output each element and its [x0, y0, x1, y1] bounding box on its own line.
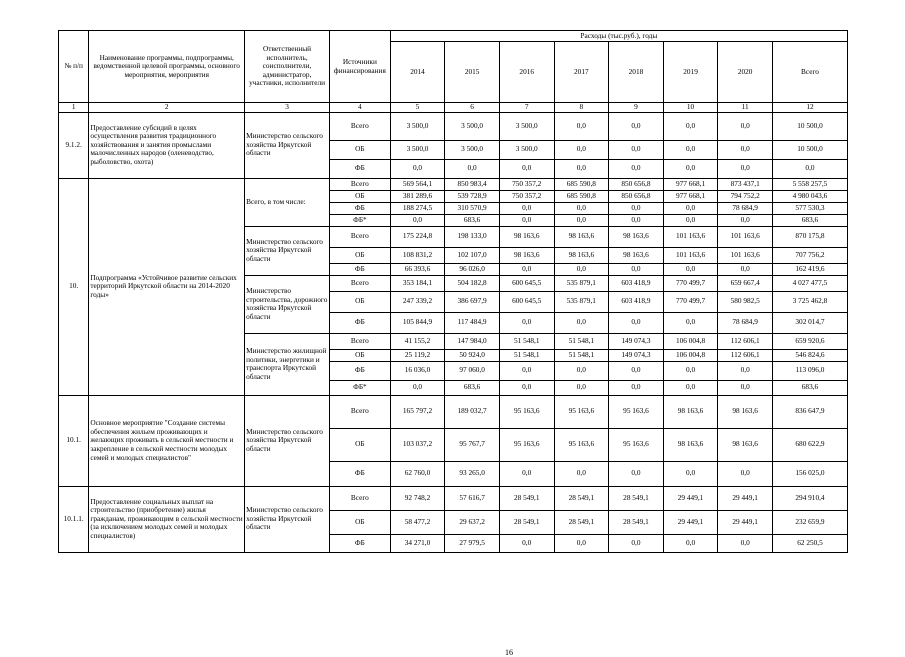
funding-source: ФБ	[330, 461, 391, 486]
expense-total: 232 659,9	[772, 510, 847, 534]
expense-value: 535 879,1	[554, 275, 609, 291]
expense-value: 106 004,8	[663, 349, 718, 361]
funding-source: ФБ*	[330, 380, 391, 395]
expense-value: 3 500,0	[499, 112, 554, 140]
column-number: 3	[245, 103, 330, 113]
expense-value: 535 879,1	[554, 291, 609, 312]
expense-value: 850 656,8	[609, 178, 664, 190]
table-body	[59, 112, 848, 552]
expense-total: 836 647,9	[772, 395, 847, 428]
expense-value: 0,0	[609, 159, 664, 178]
expense-value: 977 668,1	[663, 190, 718, 202]
expense-value: 28 549,1	[554, 510, 609, 534]
expense-value: 0,0	[499, 461, 554, 486]
expense-value: 34 271,0	[390, 534, 445, 552]
column-number: 11	[718, 103, 773, 113]
expense-value: 3 500,0	[445, 112, 500, 140]
expense-total: 10 500,0	[772, 112, 847, 140]
expense-total: 870 175,8	[772, 226, 847, 247]
column-number: 5	[390, 103, 445, 113]
expense-value: 0,0	[663, 140, 718, 159]
expense-value: 95 163,6	[499, 428, 554, 461]
expense-value: 27 979,5	[445, 534, 500, 552]
expense-value: 0,0	[609, 534, 664, 552]
header-num: № п/п	[59, 31, 89, 103]
expense-value: 873 437,1	[718, 178, 773, 190]
expense-value: 95 163,6	[554, 395, 609, 428]
funding-source: Всего	[330, 226, 391, 247]
funding-source: ОБ	[330, 291, 391, 312]
expense-value: 0,0	[499, 214, 554, 226]
expense-value: 97 060,0	[445, 361, 500, 380]
header-total: Всего	[772, 42, 847, 103]
expense-value: 98 163,6	[499, 247, 554, 263]
expense-value: 0,0	[499, 380, 554, 395]
expense-value: 28 549,1	[609, 486, 664, 510]
executor: Министерство строительства, дорожного хозяйства Иркутской области	[245, 275, 330, 333]
expense-value: 50 924,0	[445, 349, 500, 361]
expense-total: 62 250,5	[772, 534, 847, 552]
expense-value: 0,0	[390, 159, 445, 178]
expense-total: 4 980 043,6	[772, 190, 847, 202]
expense-value: 189 032,7	[445, 395, 500, 428]
expense-value: 685 590,8	[554, 178, 609, 190]
expense-total: 294 910,4	[772, 486, 847, 510]
expense-value: 504 182,8	[445, 275, 500, 291]
funding-source: Всего	[330, 178, 391, 190]
expense-value: 98 163,6	[499, 226, 554, 247]
expense-total: 113 096,0	[772, 361, 847, 380]
expense-value: 600 645,5	[499, 291, 554, 312]
expense-value: 117 484,9	[445, 312, 500, 333]
expense-value: 0,0	[554, 202, 609, 214]
funding-source: ФБ	[330, 159, 391, 178]
header-year: 2020	[718, 42, 773, 103]
expense-value: 175 224,8	[390, 226, 445, 247]
expense-value: 101 163,6	[718, 247, 773, 263]
expense-value: 0,0	[718, 461, 773, 486]
expense-value: 0,0	[609, 263, 664, 275]
expense-value: 101 163,6	[718, 226, 773, 247]
funding-source: ОБ	[330, 140, 391, 159]
expense-value: 95 163,6	[499, 395, 554, 428]
expense-value: 977 668,1	[663, 178, 718, 190]
expense-value: 0,0	[663, 263, 718, 275]
expense-total: 546 824,6	[772, 349, 847, 361]
expense-value: 0,0	[718, 534, 773, 552]
item-name: Предоставление социальных выплат на строительство (приобретение) жилья гражданам, проживающим в сельской местности (за исключением молодых семей и молодых специалистов)	[89, 486, 245, 552]
funding-source: Всего	[330, 395, 391, 428]
expense-total: 659 920,6	[772, 333, 847, 349]
expense-value: 0,0	[609, 380, 664, 395]
funding-source: ФБ	[330, 263, 391, 275]
page-number: 16	[505, 648, 513, 657]
expense-value: 539 728,9	[445, 190, 500, 202]
expense-value: 51 548,1	[499, 333, 554, 349]
expense-value: 0,0	[445, 159, 500, 178]
expense-value: 0,0	[718, 214, 773, 226]
expense-value: 29 449,1	[718, 510, 773, 534]
expense-total: 707 756,2	[772, 247, 847, 263]
expense-value: 683,6	[445, 380, 500, 395]
table-row	[59, 395, 848, 428]
expense-value: 0,0	[609, 214, 664, 226]
expense-value: 0,0	[609, 461, 664, 486]
expense-total: 3 725 462,8	[772, 291, 847, 312]
item-name: Основное мероприятие "Создание системы обеспечения жильем проживающих и желающих проживать в сельской местности и закрепление в сельской местности молодых семей и молодых специалистов"	[89, 395, 245, 486]
expense-value: 29 449,1	[718, 486, 773, 510]
expense-value: 108 831,2	[390, 247, 445, 263]
header-year: 2015	[445, 42, 500, 103]
expense-value: 0,0	[499, 202, 554, 214]
expense-total: 0,0	[772, 159, 847, 178]
expense-value: 105 844,9	[390, 312, 445, 333]
expense-value: 103 037,2	[390, 428, 445, 461]
funding-source: ОБ	[330, 510, 391, 534]
expense-value: 102 107,0	[445, 247, 500, 263]
expense-value: 51 548,1	[554, 349, 609, 361]
funding-source: ФБ	[330, 202, 391, 214]
expense-value: 3 500,0	[499, 140, 554, 159]
expense-value: 0,0	[554, 263, 609, 275]
header-expenses: Расходы (тыс.руб.), годы	[390, 31, 847, 42]
expense-value: 188 274,5	[390, 202, 445, 214]
column-number: 6	[445, 103, 500, 113]
expense-value: 0,0	[554, 361, 609, 380]
header-year: 2014	[390, 42, 445, 103]
expense-value: 770 499,7	[663, 275, 718, 291]
expense-value: 381 289,6	[390, 190, 445, 202]
funding-source: ОБ	[330, 428, 391, 461]
expense-total: 683,6	[772, 214, 847, 226]
column-number: 7	[499, 103, 554, 113]
budget-table	[58, 30, 848, 553]
expense-value: 58 477,2	[390, 510, 445, 534]
expense-value: 0,0	[554, 312, 609, 333]
expense-value: 95 163,6	[609, 428, 664, 461]
expense-value: 3 500,0	[390, 112, 445, 140]
expense-value: 0,0	[609, 361, 664, 380]
funding-source: ФБ	[330, 534, 391, 552]
expense-value: 0,0	[718, 361, 773, 380]
expense-value: 95 163,6	[554, 428, 609, 461]
expense-value: 0,0	[499, 263, 554, 275]
expense-value: 310 570,9	[445, 202, 500, 214]
item-number: 10.1.1.	[59, 486, 89, 552]
expense-value: 3 500,0	[445, 140, 500, 159]
expense-value: 0,0	[609, 140, 664, 159]
expense-value: 0,0	[663, 461, 718, 486]
column-number: 9	[609, 103, 664, 113]
expense-value: 57 616,7	[445, 486, 500, 510]
expense-value: 0,0	[663, 159, 718, 178]
expense-total: 10 500,0	[772, 140, 847, 159]
column-number: 10	[663, 103, 718, 113]
expense-value: 0,0	[390, 380, 445, 395]
expense-value: 0,0	[718, 159, 773, 178]
funding-source: ФБ*	[330, 214, 391, 226]
expense-value: 29 449,1	[663, 486, 718, 510]
table-row	[59, 112, 848, 140]
expense-value: 0,0	[663, 361, 718, 380]
item-number: 9.1.2.	[59, 112, 89, 178]
expense-value: 850 983,4	[445, 178, 500, 190]
executor: Министерство сельского хозяйства Иркутской области	[245, 486, 330, 552]
expense-value: 603 418,9	[609, 275, 664, 291]
expense-value: 98 163,6	[609, 247, 664, 263]
funding-source: Всего	[330, 486, 391, 510]
expense-value: 51 548,1	[499, 349, 554, 361]
expense-value: 95 767,7	[445, 428, 500, 461]
expense-value: 98 163,6	[718, 428, 773, 461]
expense-value: 28 549,1	[499, 510, 554, 534]
executor: Всего, в том числе:	[245, 178, 330, 226]
expense-value: 247 339,2	[390, 291, 445, 312]
expense-value: 569 564,1	[390, 178, 445, 190]
expense-value: 96 026,0	[445, 263, 500, 275]
expense-value: 0,0	[663, 214, 718, 226]
expense-value: 386 697,9	[445, 291, 500, 312]
expense-value: 28 549,1	[499, 486, 554, 510]
funding-source: ОБ	[330, 349, 391, 361]
item-name: Предоставление субсидий в целях осуществления развития традиционного хозяйствования и занятия промыслами малочисленных народов (оленеводство, рыболовство, охота)	[89, 112, 245, 178]
expense-value: 62 760,0	[390, 461, 445, 486]
expense-value: 165 797,2	[390, 395, 445, 428]
expense-value: 147 984,0	[445, 333, 500, 349]
expense-value: 149 074,3	[609, 333, 664, 349]
expense-value: 0,0	[554, 461, 609, 486]
executor: Министерство сельского хозяйства Иркутской области	[245, 112, 330, 178]
column-number: 12	[772, 103, 847, 113]
expense-value: 29 449,1	[663, 510, 718, 534]
expense-value: 0,0	[663, 112, 718, 140]
expense-total: 302 014,7	[772, 312, 847, 333]
expense-value: 603 418,9	[609, 291, 664, 312]
expense-value: 580 982,5	[718, 291, 773, 312]
expense-value: 353 184,1	[390, 275, 445, 291]
expense-value: 98 163,6	[554, 247, 609, 263]
header-year: 2018	[609, 42, 664, 103]
expense-value: 0,0	[663, 534, 718, 552]
expense-value: 0,0	[499, 312, 554, 333]
column-number: 2	[89, 103, 245, 113]
expense-value: 29 637,2	[445, 510, 500, 534]
header-source: Источники финансирования	[330, 31, 391, 103]
table-row	[59, 486, 848, 510]
executor: Министерство сельского хозяйства Иркутской области	[245, 226, 330, 275]
funding-source: Всего	[330, 333, 391, 349]
expense-value: 3 500,0	[390, 140, 445, 159]
funding-source: Всего	[330, 112, 391, 140]
expense-value: 0,0	[609, 312, 664, 333]
executor: Министерство жилищной политики, энергетики и транспорта Иркутской области	[245, 333, 330, 395]
expense-value: 750 357,2	[499, 190, 554, 202]
expense-value: 0,0	[718, 112, 773, 140]
expense-value: 0,0	[718, 380, 773, 395]
expense-value: 95 163,6	[609, 395, 664, 428]
expense-value: 0,0	[499, 361, 554, 380]
funding-source: ФБ	[330, 312, 391, 333]
expense-value: 0,0	[663, 380, 718, 395]
table-row	[59, 178, 848, 190]
expense-value: 0,0	[554, 380, 609, 395]
item-number: 10.	[59, 178, 89, 395]
expense-total: 5 558 257,5	[772, 178, 847, 190]
funding-source: ФБ	[330, 361, 391, 380]
expense-value: 92 748,2	[390, 486, 445, 510]
expense-value: 0,0	[718, 263, 773, 275]
expense-value: 98 163,6	[718, 395, 773, 428]
column-number-row	[59, 103, 848, 113]
expense-value: 98 163,6	[663, 395, 718, 428]
expense-value: 0,0	[663, 312, 718, 333]
expense-value: 0,0	[609, 112, 664, 140]
expense-value: 770 499,7	[663, 291, 718, 312]
expense-value: 41 155,2	[390, 333, 445, 349]
expense-value: 0,0	[499, 534, 554, 552]
expense-value: 683,6	[445, 214, 500, 226]
expense-value: 28 549,1	[554, 486, 609, 510]
expense-value: 16 036,0	[390, 361, 445, 380]
expense-value: 93 265,0	[445, 461, 500, 486]
item-name: Подпрограмма «Устойчивое развитие сельских территорий Иркутской области на 2014-2020 годы»	[89, 178, 245, 395]
expense-total: 4 027 477,5	[772, 275, 847, 291]
expense-value: 101 163,6	[663, 226, 718, 247]
funding-source: ОБ	[330, 247, 391, 263]
header-name: Наименование программы, подпрограммы, ведомственной целевой программы, основного мероприятия, мероприятия	[89, 31, 245, 103]
header-year: 2019	[663, 42, 718, 103]
expense-value: 98 163,6	[663, 428, 718, 461]
expense-value: 98 163,6	[609, 226, 664, 247]
column-number: 1	[59, 103, 89, 113]
expense-value: 0,0	[554, 214, 609, 226]
column-number: 8	[554, 103, 609, 113]
funding-source: ОБ	[330, 190, 391, 202]
expense-total: 162 419,6	[772, 263, 847, 275]
expense-total: 577 530,3	[772, 202, 847, 214]
expense-value: 0,0	[718, 140, 773, 159]
expense-value: 659 667,4	[718, 275, 773, 291]
expense-value: 600 645,5	[499, 275, 554, 291]
expense-value: 149 074,3	[609, 349, 664, 361]
expense-value: 66 393,6	[390, 263, 445, 275]
expense-value: 750 357,2	[499, 178, 554, 190]
expense-value: 0,0	[554, 112, 609, 140]
expense-value: 112 606,1	[718, 333, 773, 349]
expense-value: 98 163,6	[554, 226, 609, 247]
expense-total: 156 025,0	[772, 461, 847, 486]
funding-source: Всего	[330, 275, 391, 291]
expense-value: 78 684,9	[718, 202, 773, 214]
column-number: 4	[330, 103, 391, 113]
expense-value: 101 163,6	[663, 247, 718, 263]
item-number: 10.1.	[59, 395, 89, 486]
expense-value: 0,0	[663, 202, 718, 214]
header-year: 2016	[499, 42, 554, 103]
expense-value: 106 004,8	[663, 333, 718, 349]
expense-value: 28 549,1	[609, 510, 664, 534]
header-executor: Ответственный исполнитель, соисполнители, администратор, участники, исполнители	[245, 31, 330, 103]
executor: Министерство сельского хозяйства Иркутской области	[245, 395, 330, 486]
header-year: 2017	[554, 42, 609, 103]
expense-value: 0,0	[499, 159, 554, 178]
expense-total: 683,6	[772, 380, 847, 395]
expense-value: 850 656,8	[609, 190, 664, 202]
header-row	[59, 31, 848, 42]
expense-value: 198 133,0	[445, 226, 500, 247]
expense-value: 25 119,2	[390, 349, 445, 361]
document-page	[58, 30, 848, 657]
expense-value: 0,0	[609, 202, 664, 214]
expense-value: 112 606,1	[718, 349, 773, 361]
expense-value: 685 590,8	[554, 190, 609, 202]
expense-value: 794 752,2	[718, 190, 773, 202]
expense-value: 0,0	[554, 140, 609, 159]
expense-value: 0,0	[390, 214, 445, 226]
expense-total: 680 622,9	[772, 428, 847, 461]
expense-value: 78 684,9	[718, 312, 773, 333]
expense-value: 0,0	[554, 534, 609, 552]
expense-value: 51 548,1	[554, 333, 609, 349]
expense-value: 0,0	[554, 159, 609, 178]
